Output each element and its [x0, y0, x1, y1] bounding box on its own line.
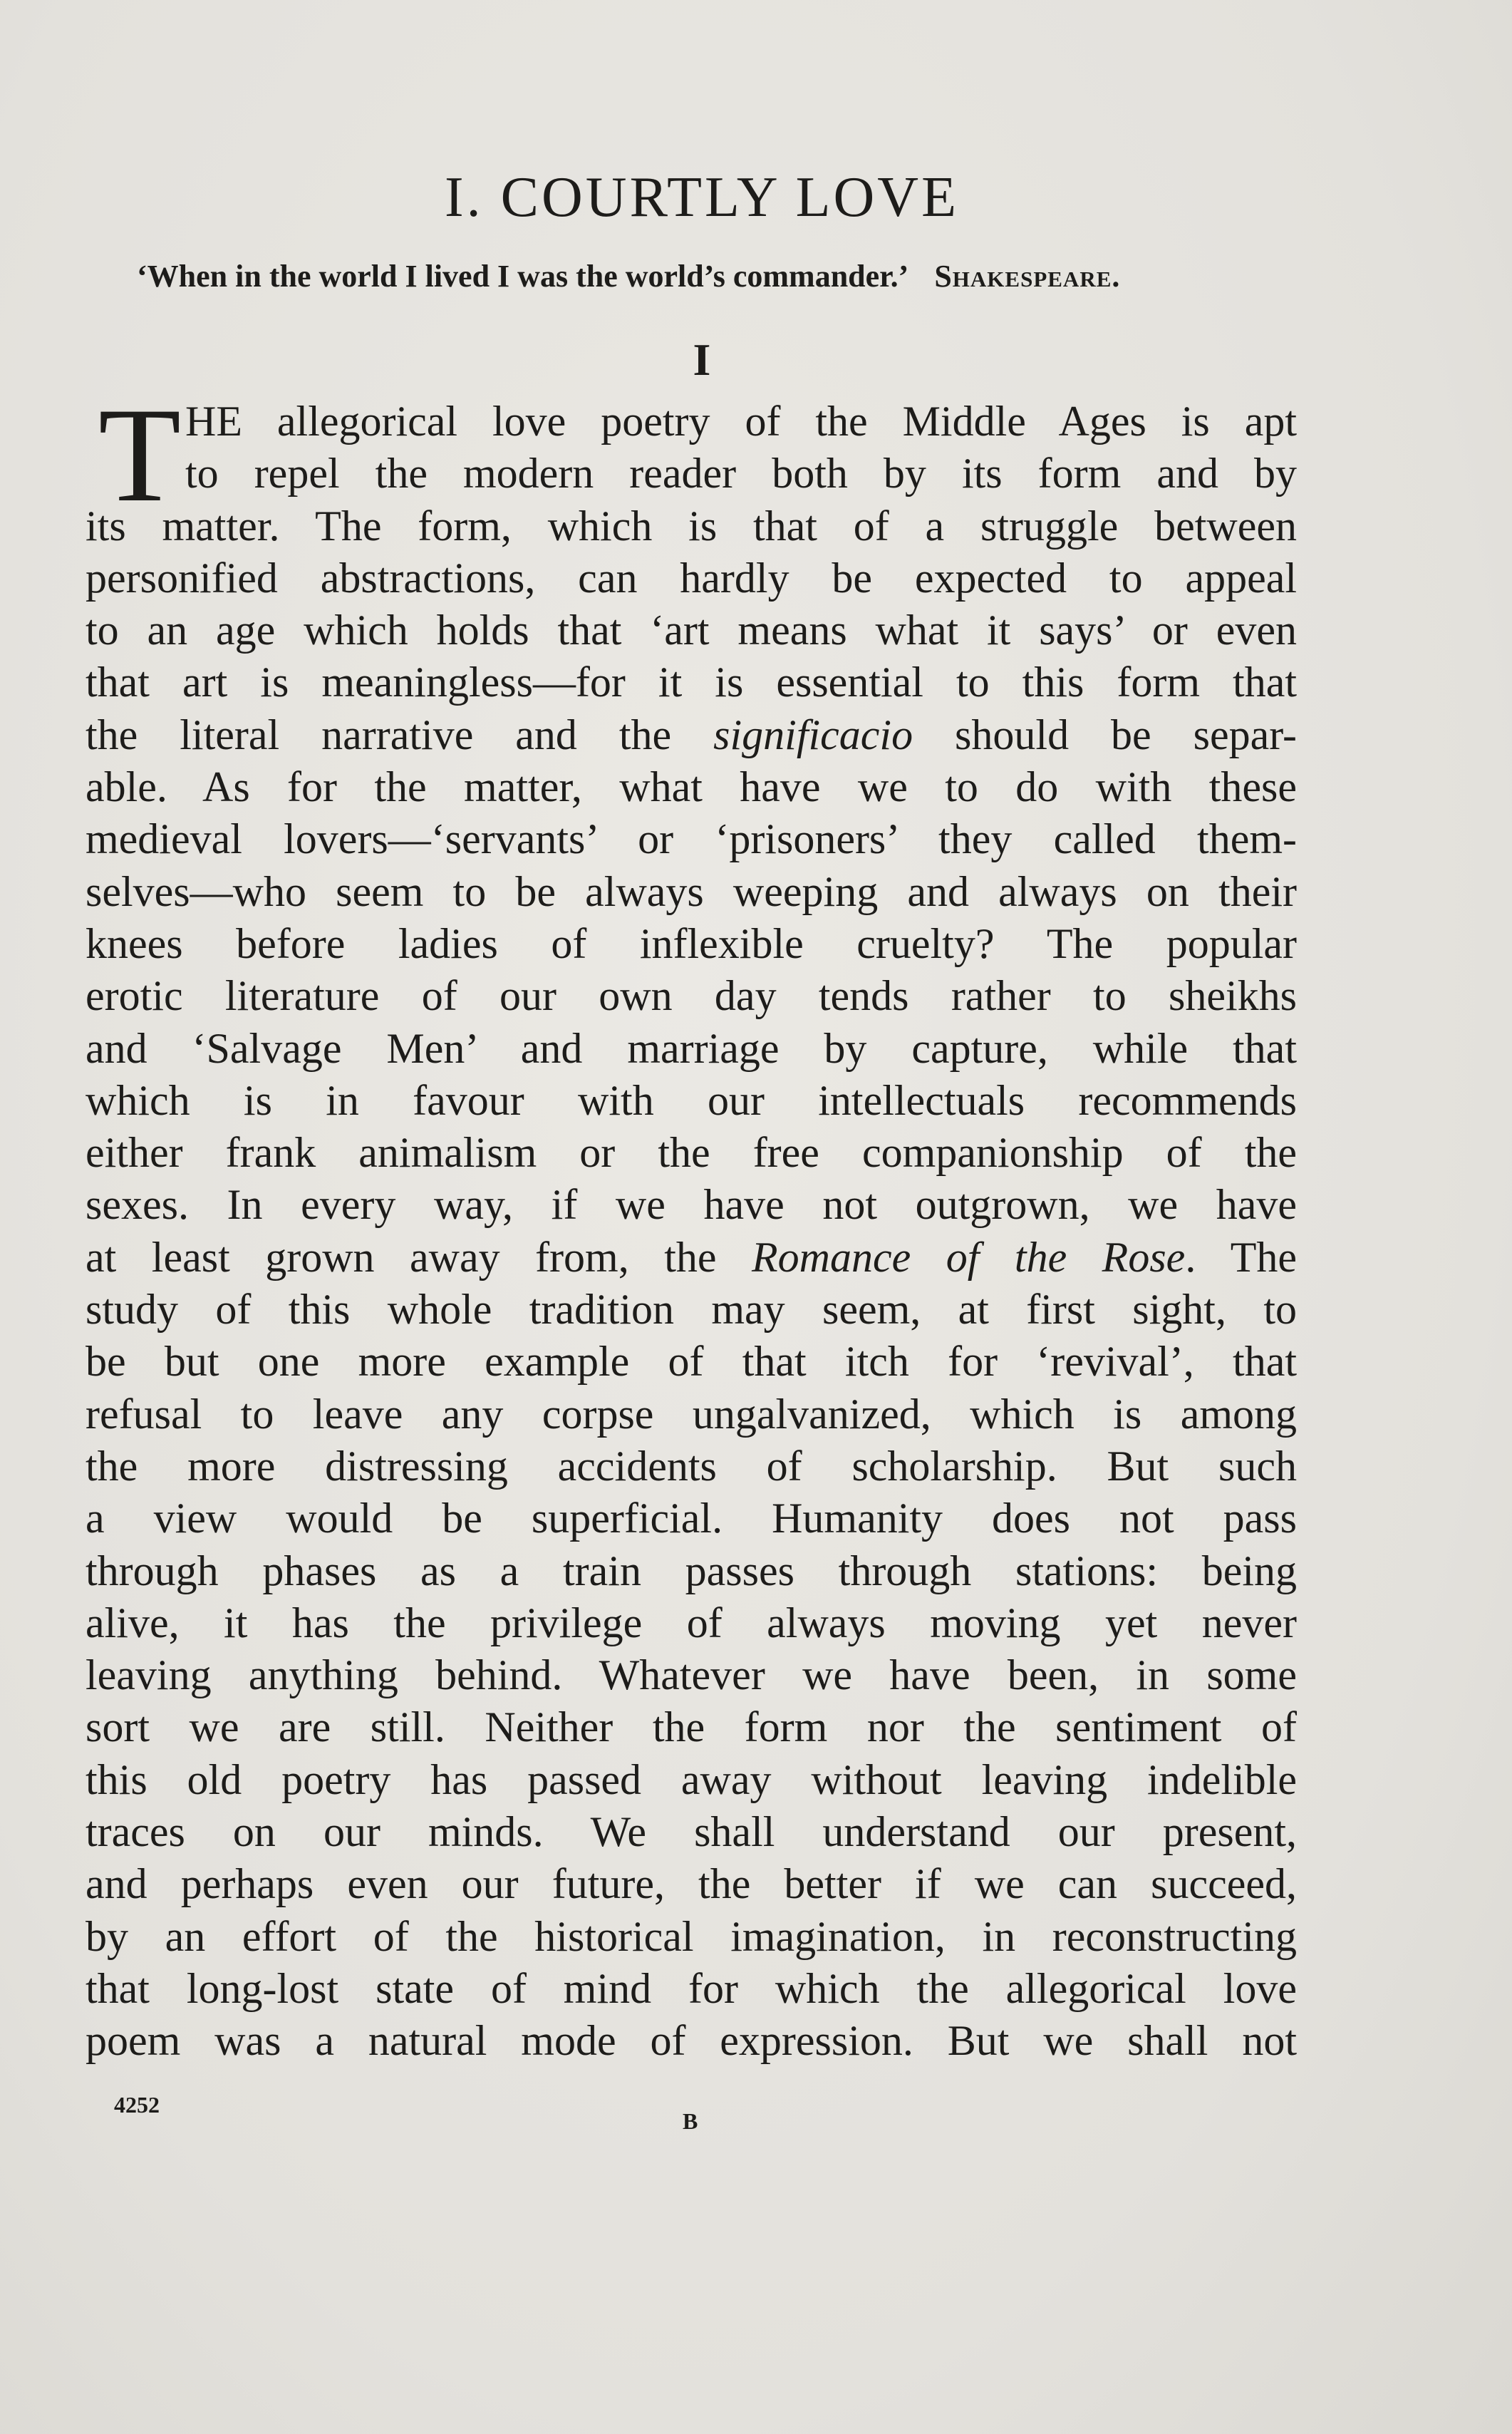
body-line: and perhaps even our future, the better if we can succeed, — [86, 1860, 1297, 1908]
body-line: which is in favour with our intellectuals recommends — [86, 1076, 1297, 1124]
body-line: erotic literature of our own day tends rather to sheikhs — [86, 972, 1297, 1020]
body-line: traces on our minds. We shall understand our present, — [86, 1808, 1297, 1856]
epigraph-attribution: Shakespeare. — [934, 259, 1121, 294]
body-line: and ‘Salvage Men’ and marriage by capture, while that — [86, 1024, 1297, 1072]
gathering-letter: B — [683, 2108, 698, 2134]
body-line: sort we are still. Neither the form nor the sentiment of — [86, 1703, 1297, 1751]
body-line: through phases as a train passes through stations: being — [86, 1547, 1297, 1594]
body-line: its matter. The form, which is that of a struggle between — [86, 502, 1297, 550]
body-line: sexes. In every way, if we have not outgrown, we have — [86, 1181, 1297, 1229]
body-line: poem was a natural mode of expression. But we shall not — [86, 2017, 1297, 2065]
body-line: able. As for the matter, what have we to do with these — [86, 763, 1297, 811]
body-line: selves—who seem to be always weeping and always on their — [86, 867, 1297, 915]
body-line: a view would be superficial. Humanity does not pass — [86, 1495, 1297, 1542]
body-line: the more distressing accidents of scholarship. But such — [86, 1442, 1297, 1490]
body-line: to an age which holds that ‘art means what it says’ or even — [86, 607, 1297, 654]
body-line: at least grown away from, the Romance of the Rose. The — [86, 1233, 1298, 1281]
body-line: HE allegorical love poetry of the Middle Ages is apt — [185, 398, 1297, 445]
body-line: either frank animalism or the free companionship of the — [86, 1129, 1297, 1177]
epigraph — [137, 258, 1277, 294]
body-line: knees before ladies of inflexible cruelty? The popular — [86, 919, 1297, 967]
body-line: that long-lost state of mind for which the allegorical love — [86, 1964, 1297, 2012]
body-line: study of this whole tradition may seem, at first sight, to — [86, 1286, 1297, 1334]
body-lines — [86, 396, 1297, 2068]
body-line: alive, it has the privilege of always moving yet never — [86, 1599, 1297, 1646]
body-line: refusal to leave any corpse ungalvanized, which is among — [86, 1390, 1297, 1438]
body-line: to repel the modern reader both by its form and by — [185, 450, 1297, 497]
body-line: that art is meaningless—for it is essential to this form that — [86, 659, 1297, 706]
body-line: medieval lovers—‘servants’ or ‘prisoners’ they called them- — [86, 815, 1297, 863]
chapter-title: I. COURTLY LOVE — [445, 166, 959, 229]
epigraph-quote: ‘When in the world I lived I was the world’s commander.’ — [137, 259, 909, 294]
body-line: the literal narrative and the significacio should be separ- — [86, 711, 1297, 758]
body-line: leaving anything behind. Whatever we have been, in some — [86, 1651, 1297, 1699]
body-line: this old poetry has passed away without leaving indelible — [86, 1755, 1297, 1803]
body-line: personified abstractions, can hardly be expected to appeal — [86, 554, 1297, 602]
drop-cap: T — [98, 381, 182, 530]
body-line: by an effort of the historical imagination, in reconstructing — [86, 1912, 1297, 1960]
signature-mark: 4252 — [114, 2092, 160, 2118]
body-line: be but one more example of that itch for ‘revival’, that — [86, 1338, 1297, 1386]
body-text — [86, 381, 1298, 2068]
section-number: I — [693, 334, 711, 385]
